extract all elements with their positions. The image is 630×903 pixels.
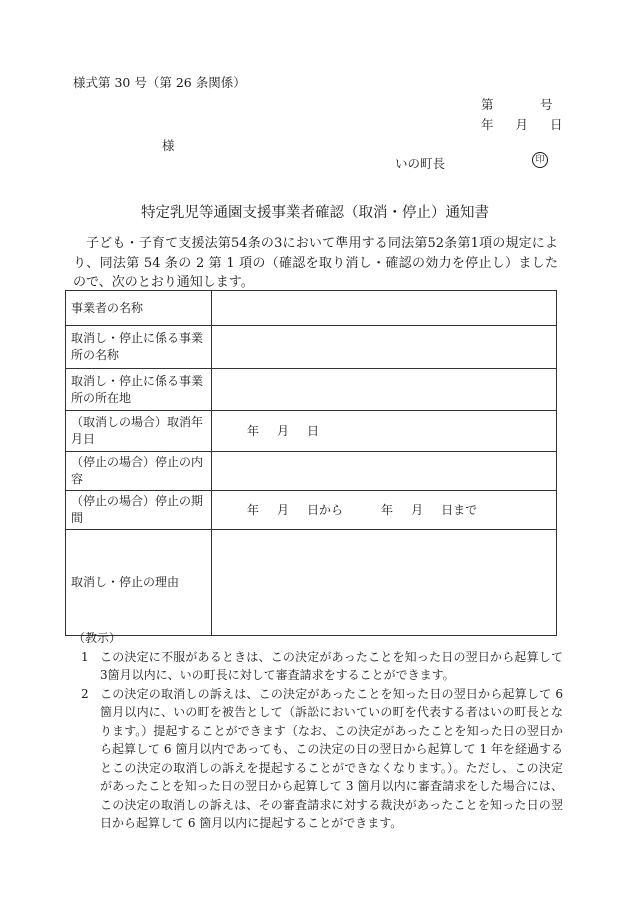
- notes-list: [73, 648, 563, 833]
- row-label: 事業者の名称: [66, 291, 212, 326]
- table-row: [66, 452, 557, 491]
- note-text: この決定の取消しの訴えは、この決定があったことを知った日の翌日から起算して 6 箇月以内に、いの町を被告として（訴訟においていの町を代表する者はいの町長となります。）提起することができます（なお、この決定があったことを知った日の翌日から起算して 6 箇月以内であっても、この決定の日の翌日から起算して 1 年を経過するとこの決定の取消しの訴えを提起することができなくなります。）。ただし、この決定があったことを知った日の翌日から起算して 3 箇月以内に審査請求をした場合には、この決定の取消しの訴えは、その審査請求に対する裁決があったことを知った日の翌日から起算して 6 箇月以内に提起することができます。: [100, 686, 563, 830]
- period-end-day: 日まで: [441, 502, 478, 517]
- row-value: [212, 452, 557, 491]
- table-row: [66, 369, 557, 411]
- issue-date-year: 年: [481, 117, 494, 132]
- form-number: 様式第 30 号（第 26 条関係）: [73, 75, 246, 90]
- addressee-suffix: 様: [162, 138, 175, 153]
- period-start-year: 年: [247, 502, 260, 517]
- table-row: [66, 491, 557, 530]
- period-start-month: 月: [277, 502, 290, 517]
- cancel-month: 月: [277, 423, 290, 438]
- cancel-year: 年: [247, 423, 260, 438]
- period-end-month: 月: [411, 502, 424, 517]
- info-table: [65, 290, 557, 636]
- number-suffix: 号: [540, 97, 553, 112]
- issue-date: [481, 115, 563, 133]
- notes-heading: （教示）: [73, 631, 122, 645]
- document-title: 特定乳児等通園支援事業者確認（取消・停止）通知書: [141, 205, 489, 221]
- period-end-year: 年: [381, 502, 394, 517]
- row-label: （停止の場合）停止の期間: [66, 491, 212, 530]
- body-text: 子ども・子育て支援法第54条の3において準用する同法第52条第1項の規定により、同法第 54 条の 2 第 1 項の（確認を取り消し・確認の効力を停止し）ましたので、次のとおり通知します。: [73, 236, 558, 290]
- row-label: 取消し・停止の理由: [66, 530, 212, 636]
- seal-mark: 印: [532, 152, 548, 168]
- notes-section: [73, 629, 563, 833]
- table-row: [66, 411, 557, 452]
- list-item: [81, 685, 563, 833]
- number-prefix: 第: [481, 97, 494, 112]
- issue-date-month: 月: [515, 117, 529, 132]
- note-number: 1: [81, 649, 89, 664]
- issuer-name: いの町長: [395, 156, 446, 171]
- issue-date-day: 日: [550, 117, 563, 132]
- list-item: [81, 648, 563, 685]
- table-row: [66, 530, 557, 636]
- table-row: [66, 326, 557, 369]
- row-label: 取消し・停止に係る事業所の所在地: [66, 369, 212, 411]
- suspension-period-value: [212, 491, 557, 530]
- cancel-date-value: [212, 411, 557, 452]
- row-value: [212, 291, 557, 326]
- row-label: （停止の場合）停止の内容: [66, 452, 212, 491]
- note-number: 2: [81, 686, 89, 701]
- row-value: [212, 326, 557, 369]
- table-row: [66, 291, 557, 326]
- cancel-day: 日: [307, 423, 320, 438]
- row-label: 取消し・停止に係る事業所の名称: [66, 326, 212, 369]
- row-value: [212, 530, 557, 636]
- row-label: （取消しの場合）取消年月日: [66, 411, 212, 452]
- body-paragraph: [73, 234, 558, 293]
- row-value: [212, 369, 557, 411]
- note-text: この決定に不服があるときは、この決定があったことを知った日の翌日から起算して3箇月以内に、いの町長に対して審査請求をすることができます。: [100, 649, 563, 682]
- period-start-day: 日から: [307, 502, 344, 517]
